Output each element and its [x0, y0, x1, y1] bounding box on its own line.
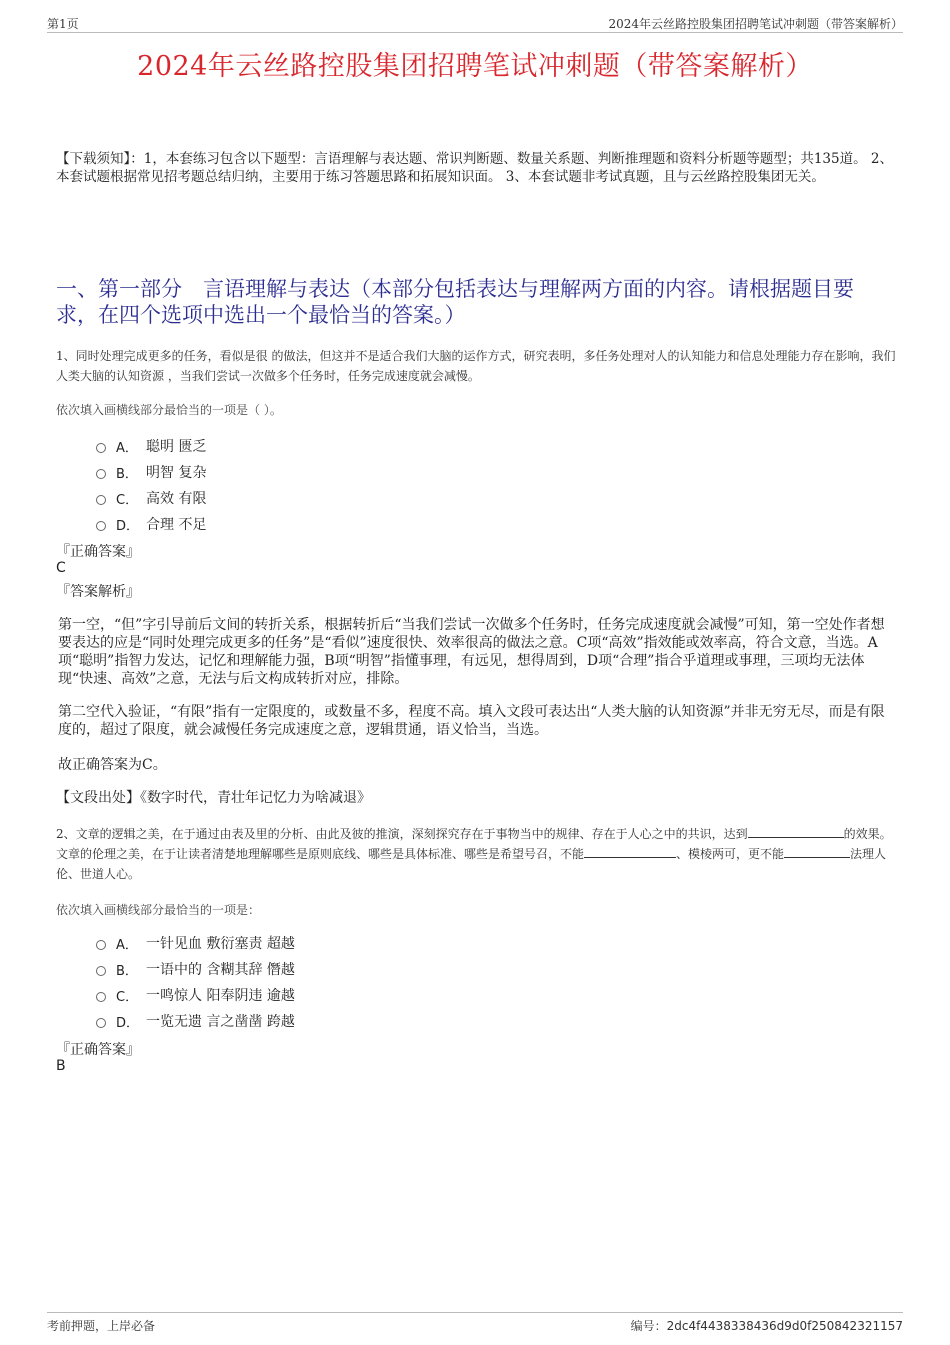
question-2-prompt: 依次填入画横线部分最恰当的一项是： [56, 903, 261, 917]
question-1-conclusion: 故正确答案为C。 [58, 757, 167, 773]
page-number: 第1页 [47, 17, 79, 31]
question-2-answer: B [56, 1058, 66, 1074]
running-header [47, 14, 903, 33]
question-1-prompt: 依次填入画横线部分最恰当的一项是（ ）。 [56, 403, 282, 417]
radio-icon[interactable] [96, 443, 106, 453]
question-1-analysis-para-2: 第二空代入验证，“有限”指有一定限度的，或数量不多，程度不高。填入文段可表达出“人类大脑的认知资源”并非无穷无尽，而是有限度的，超过了限度，就会减慢任务完成速度之意，逻辑贯通，语义恰当，当选。 [58, 704, 885, 738]
download-notice: 【下载须知】：1，本套练习包含以下题型：言语理解与表达题、常识判断题、数量关系题、判断推理题和资料分析题等题型；共135道。 2、本套试题根据常见招考题总结归纳，主要用于练习答题思路和拓展知识面。 3、本套试题非考试真题，且与云丝路控股集团无关。 [56, 151, 893, 185]
question-2-option-c[interactable]: C． 一鸣惊人 阳奉阴违 逾越 [96, 982, 295, 1008]
question-2-stem: 2、文章的逻辑之美，在于通过由表及里的分析、由此及彼的推演，深刻探究存在于事物当中的规律、存在于人心之中的共识，达到 的效果。文章的伦理之美，在于让读者清楚地理解哪些是原则底线、哪些是具体标准、哪些是希望号召，不能 、模棱两可，更不能 法理人伦、世道人心。 [56, 824, 902, 884]
fill-blank-3[interactable] [784, 844, 850, 858]
question-2-option-a[interactable]: A． 一针见血 敷衍塞责 超越 [96, 930, 295, 956]
question-1-analysis-label: 『答案解析』 [56, 584, 140, 600]
radio-icon[interactable] [96, 495, 106, 505]
page-footer [47, 1312, 903, 1333]
question-1-option-a[interactable]: A． 聪明 匮乏 [96, 433, 206, 459]
question-1-analysis-para-1: 第一空，“但”字引导前后文间的转折关系，根据转折后“当我们尝试一次做多个任务时，任务完成速度就会减慢”可知，第一空处作者想要表达的应是“同时处理完成更多的任务”是“看似”速度很快、效率很高的做法之意。C项“高效”指效能或效率高，符合文意，当选。A项“聪明”指智力发达，记忆和理解能力强，B项“明智”指懂事理，有远见，想得周到，D项“合理”指合乎道理或事理，三项均无法体现“快速、高效”之意，无法与后文构成转折对应，排除。 [58, 617, 885, 687]
question-2-option-b[interactable]: B． 一语中的 含糊其辞 僭越 [96, 956, 295, 982]
page-title: 2024年云丝路控股集团招聘笔试冲刺题（带答案解析） [137, 51, 813, 82]
question-2-options [96, 930, 295, 1034]
radio-icon[interactable] [96, 1018, 106, 1028]
radio-icon[interactable] [96, 992, 106, 1002]
question-1-source: 【文段出处】《数字时代，青壮年记忆力为啥减退》 [56, 790, 371, 806]
fill-blank-2[interactable] [584, 844, 676, 858]
radio-icon[interactable] [96, 966, 106, 976]
radio-icon[interactable] [96, 940, 106, 950]
question-2-answer-label: 『正确答案』 [56, 1042, 140, 1058]
fill-blank-1[interactable] [748, 824, 844, 838]
footer-slogan: 考前押题，上岸必备 [47, 1319, 156, 1333]
header-doc-title: 2024年云丝路控股集团招聘笔试冲刺题（带答案解析） [608, 17, 903, 31]
question-1-answer-label: 『正确答案』 [56, 544, 140, 560]
section-heading: 一、第一部分 言语理解与表达（本部分包括表达与理解两方面的内容。请根据题目要求，在四个选项中选出一个最恰当的答案。） [56, 277, 854, 327]
radio-icon[interactable] [96, 521, 106, 531]
question-1-stem: 1、同时处理完成更多的任务，看似是很 的做法，但这并不是适合我们大脑的运作方式，研究表明，多任务处理对人的认知能力和信息处理能力存在影响，我们人类大脑的认知资源 ，当我们尝试一次做多个任务时，任务完成速度就会减慢。 [56, 349, 896, 383]
footer-code: 编号：2dc4f4438338436d9d0f250842321157 [630, 1319, 903, 1333]
question-1-options [96, 433, 206, 537]
question-1-option-c[interactable]: C． 高效 有限 [96, 485, 206, 511]
question-1-answer: C [56, 560, 66, 576]
question-1-option-b[interactable]: B． 明智 复杂 [96, 459, 206, 485]
question-1-option-d[interactable]: D． 合理 不足 [96, 511, 206, 537]
question-2-option-d[interactable]: D． 一览无遗 言之凿凿 跨越 [96, 1008, 295, 1034]
radio-icon[interactable] [96, 469, 106, 479]
